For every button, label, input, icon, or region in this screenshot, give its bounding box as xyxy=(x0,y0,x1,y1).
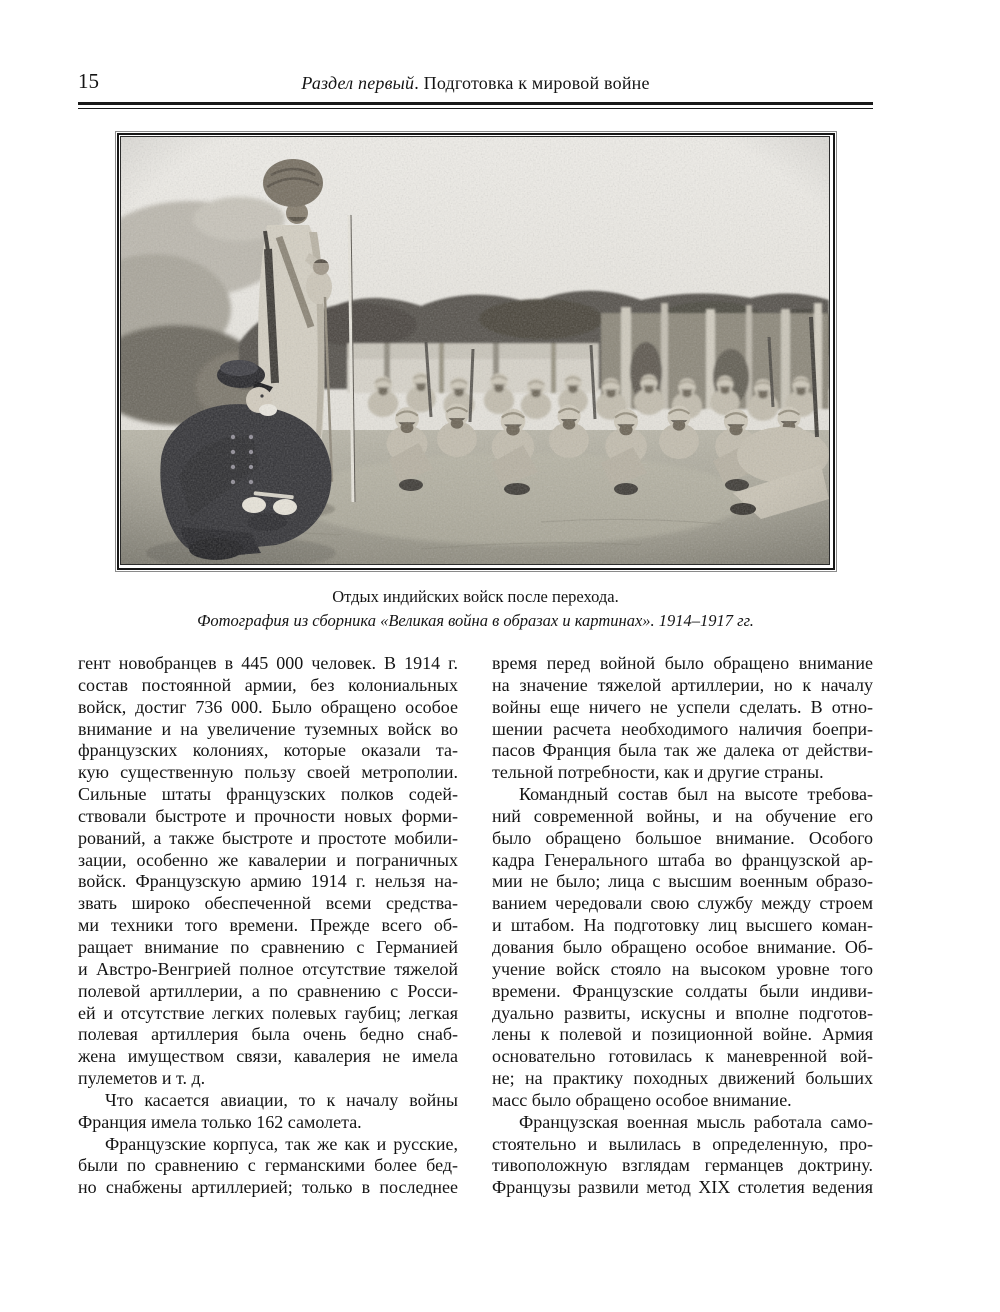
text-line: французских колониях, которые оказали та- xyxy=(78,740,458,761)
page-number: 15 xyxy=(78,69,99,93)
text-line: и Австро-Венгрией полное отсутствие тяжелой xyxy=(78,958,458,979)
text-line: рований, а также быстроте и простоте мобили- xyxy=(78,827,458,848)
text-line: Французская военная мысль работала само- xyxy=(519,1111,873,1132)
text-line: Что касается авиации, то к началу войны xyxy=(105,1089,458,1110)
text-line: кую существенную пользу своей метрополии. xyxy=(78,762,458,783)
text-line: ращает внимание по сравнению с Германией xyxy=(78,936,458,957)
text-line: и штабом. На подготовку лиц высшего коман- xyxy=(492,915,873,936)
text-line: кадра Генерального штаба во французской ар- xyxy=(492,849,873,870)
text-line: пасов Франция была так же далека от действи- xyxy=(492,740,873,761)
text-line: тивоположную взглядам германцев доктрину. xyxy=(492,1155,873,1176)
text-line: Франция имела только 162 самолета. xyxy=(78,1111,362,1132)
text-line: жена имуществом связи, кавалерия не имела xyxy=(78,1046,458,1067)
text-line: зации, особенно же кавалерии и пограничных xyxy=(78,849,458,870)
text-line: полевая артиллерия была очень бедно снаб- xyxy=(78,1024,458,1045)
running-head xyxy=(78,73,873,93)
text-line: ми техники того времени. Прежде всего об- xyxy=(78,915,458,936)
text-line: ний современной войны, и на обучение его xyxy=(492,805,873,826)
right-column xyxy=(492,653,873,1199)
text-line: войны еще ничего не успели сделать. В отно- xyxy=(492,696,873,717)
text-line: полевой артиллерии, а по сравнению с Росси- xyxy=(78,980,458,1001)
text-line: внимание и на увеличение туземных войск во xyxy=(78,718,458,739)
text-line: времени. Французские солдаты были индиви- xyxy=(492,980,873,1001)
text-line: тельной потребности, как и другие страны. xyxy=(492,762,824,783)
text-line: но снабжены артиллерией; только в последнее xyxy=(78,1177,458,1198)
text-line: Французские корпуса, так же как и русские, xyxy=(105,1133,458,1154)
text-line: звать широко обеспеченной всеми средства- xyxy=(78,893,458,914)
text-line: дуально развиты, искусны и вполне подготов- xyxy=(492,1002,873,1023)
text-line: шении расчета необходимого наличия боепри- xyxy=(492,718,873,739)
text-line: войск, достиг 736 000. Было обращено особое xyxy=(78,696,458,717)
text-line: гент новобранцев в 445 000 человек. В 1914 г. xyxy=(78,653,458,673)
text-line: основательно готовилась к маневренной вой- xyxy=(492,1046,873,1067)
text-line: стоятельно и вылилась в определенную, про- xyxy=(492,1133,873,1154)
text-line: были по сравнению с германскими более бед- xyxy=(78,1155,458,1176)
text-line: ствовали быстроте и прочности новых форми- xyxy=(78,805,458,826)
text-line: лены к полевой и позиционной войне. Армия xyxy=(492,1024,873,1045)
caption-line-1: Отдых индийских войск после перехода. xyxy=(332,587,619,606)
text-line: ванием чередовали свою службу между строем xyxy=(492,893,873,914)
text-line: дования было обращено особое внимание. Об- xyxy=(492,936,873,957)
photo-frame xyxy=(117,133,835,570)
caption-line-2: Фотография из сборника «Великая война в образах и картинах». 1914–1917 гг. xyxy=(197,611,754,630)
photo-indian-troops-resting xyxy=(121,137,829,564)
text-line: не; на практику походных движений больших xyxy=(492,1068,873,1089)
text-line: состав постоянной армии, без колониальных xyxy=(78,674,458,695)
text-line: масс было обращено особое внимание. xyxy=(492,1089,792,1110)
text-line: учение войск стояло на высоком уровне того xyxy=(492,958,873,979)
text-line: было обращено большое внимание. Особого xyxy=(492,827,873,848)
running-head-section: Раздел первый xyxy=(301,73,415,93)
text-line: мии не было; лица с высшим военным образо- xyxy=(492,871,873,892)
text-line: войск. Французскую армию 1914 г. нельзя на- xyxy=(78,871,458,892)
running-head-title: . Подготовка к мировой войне xyxy=(414,73,650,93)
text-line: пулеметов и т. д. xyxy=(78,1068,206,1089)
text-line: ей и отсутствие легких полевых гаубиц; легкая xyxy=(78,1002,458,1023)
text-line: Французы развили метод XIX столетия ведения xyxy=(492,1177,873,1198)
header-rule xyxy=(78,102,873,109)
text-line: Сильные штаты французских полков содей- xyxy=(78,784,458,805)
left-column xyxy=(78,653,458,1199)
text-line: Командный состав был на высоте требова- xyxy=(519,784,873,805)
text-line: на значение тяжелой артиллерии, но к началу xyxy=(492,674,873,695)
text-line: время перед войной было обращено внимание xyxy=(492,653,873,673)
